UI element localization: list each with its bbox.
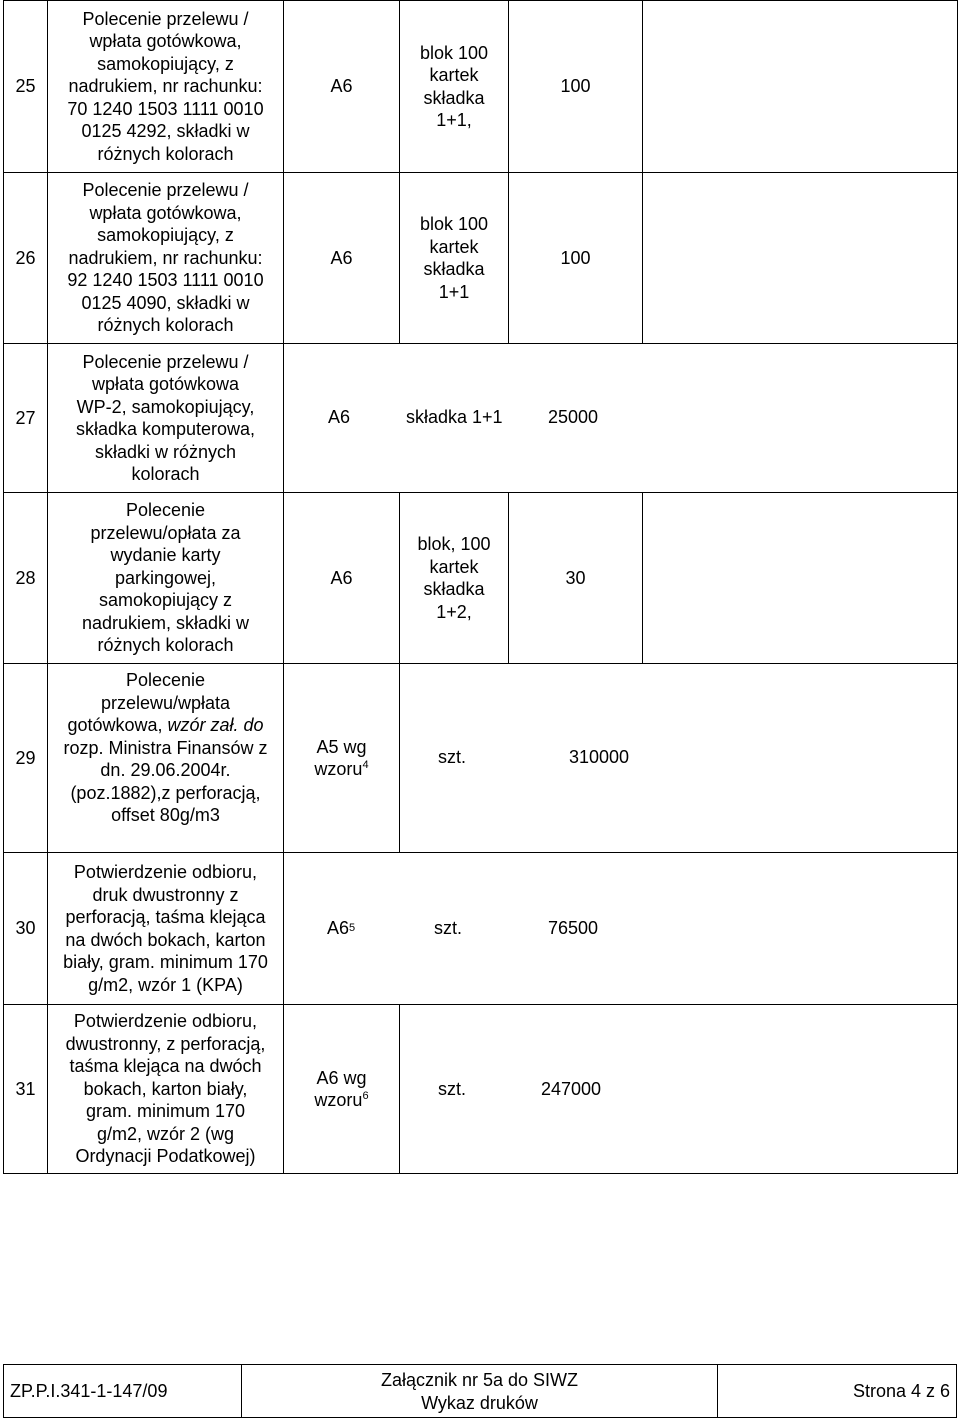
description-text: rozp. Ministra Finansów z dn. 29.06.2004r. (poz.1882),z perforacją, offset 80g/m3: [63, 737, 268, 825]
item-unit: szt.: [438, 1078, 467, 1099]
row-number: 28: [3, 492, 47, 663]
table-row: [0, 663, 960, 852]
item-description: Polecenie przelewu / wpłata gotówkowa, samokopiujący, z nadrukiem, nr rachunku: 70 1240 1503 1111 0010 0125 4292, składki w różnych kolorach: [47, 0, 283, 172]
item-format: A6: [283, 492, 399, 663]
item-format: [283, 663, 399, 852]
item-quantity: 310000: [569, 747, 630, 768]
price-cell: [642, 492, 958, 663]
item-details-cell: [399, 663, 958, 852]
table-row: [0, 1004, 960, 1174]
row-number: 27: [3, 343, 47, 492]
footnote-marker: 4: [362, 759, 369, 771]
item-description: Polecenie przelewu / wpłata gotówkowa, samokopiujący, z nadrukiem, nr rachunku: 92 1240 1503 1111 0010 0125 4090, składki w różnych kolorach: [47, 172, 283, 343]
item-quantity: 30: [508, 492, 642, 663]
item-quantity: 25000: [548, 407, 599, 428]
description-text: Polecenie przelewu/wpłata gotówkowa,: [67, 670, 231, 735]
row-number: 29: [3, 663, 47, 852]
item-details-cell: [283, 852, 958, 1004]
item-unit: składka 1+1: [406, 407, 503, 428]
item-format: A6 5: [327, 917, 356, 938]
page-number: Strona 4 z 6: [717, 1364, 957, 1418]
item-format: A6: [328, 407, 351, 428]
item-format: A6: [283, 0, 399, 172]
row-number: 25: [3, 0, 47, 172]
item-quantity: 100: [508, 0, 642, 172]
price-cell: [642, 0, 958, 172]
table-row: [0, 852, 960, 1004]
format-text: A6: [327, 917, 350, 938]
item-unit: blok 100 kartek składka 1+1: [399, 172, 508, 343]
footnote-marker: 6: [362, 1090, 369, 1102]
item-description: Potwierdzenie odbioru, druk dwustronny z perforacją, taśma klejąca na dwóch bokach, karton biały, gram. minimum 170 g/m2, wzór 1 (KPA): [47, 852, 283, 1004]
item-format: A6: [283, 172, 399, 343]
item-quantity: 100: [508, 172, 642, 343]
description-italic-text: wzór zał. do: [167, 715, 264, 735]
item-unit: szt.: [438, 747, 467, 768]
item-description: Polecenie przelewu/opłata za wydanie karty parkingowej, samokopiujący z nadrukiem, składki w różnych kolorach: [47, 492, 283, 663]
item-unit: blok 100 kartek składka 1+1,: [399, 0, 508, 172]
footer-center: [241, 1364, 717, 1418]
format-text: A6 wg wzoru: [314, 1067, 367, 1110]
item-quantity: 76500: [548, 917, 599, 938]
table-row: [0, 343, 960, 492]
document-subtitle: Wykaz druków: [421, 1393, 538, 1413]
table-row: [0, 172, 960, 343]
price-cell: [642, 172, 958, 343]
table-row: [0, 0, 960, 172]
item-description: Potwierdzenie odbioru, dwustronny, z perforacją, taśma klejąca na dwóch bokach, karton biały, gram. minimum 170 g/m2, wzór 2 (wg Ordynacji Podatkowej): [47, 1004, 283, 1174]
row-number: 31: [3, 1004, 47, 1174]
item-format: [283, 1004, 399, 1174]
item-details-cell: [283, 343, 958, 492]
item-quantity: 247000: [541, 1078, 602, 1099]
item-details-cell: [399, 1004, 958, 1174]
item-description: Polecenie przelewu / wpłata gotówkowa WP-2, samokopiujący, składka komputerowa, składki w różnych kolorach: [47, 343, 283, 492]
item-unit: szt.: [434, 917, 463, 938]
format-text: A5 wg wzoru: [314, 736, 367, 779]
table-row: [0, 492, 960, 663]
item-unit: blok, 100 kartek składka 1+2,: [399, 492, 508, 663]
row-number: 26: [3, 172, 47, 343]
row-number: 30: [3, 852, 47, 1004]
page-footer: [3, 1364, 957, 1418]
document-reference: ZP.P.I.341-1-147/09: [3, 1364, 241, 1418]
attachment-label: Załącznik nr 5a do SIWZ: [380, 1370, 579, 1390]
item-description: [47, 663, 283, 852]
